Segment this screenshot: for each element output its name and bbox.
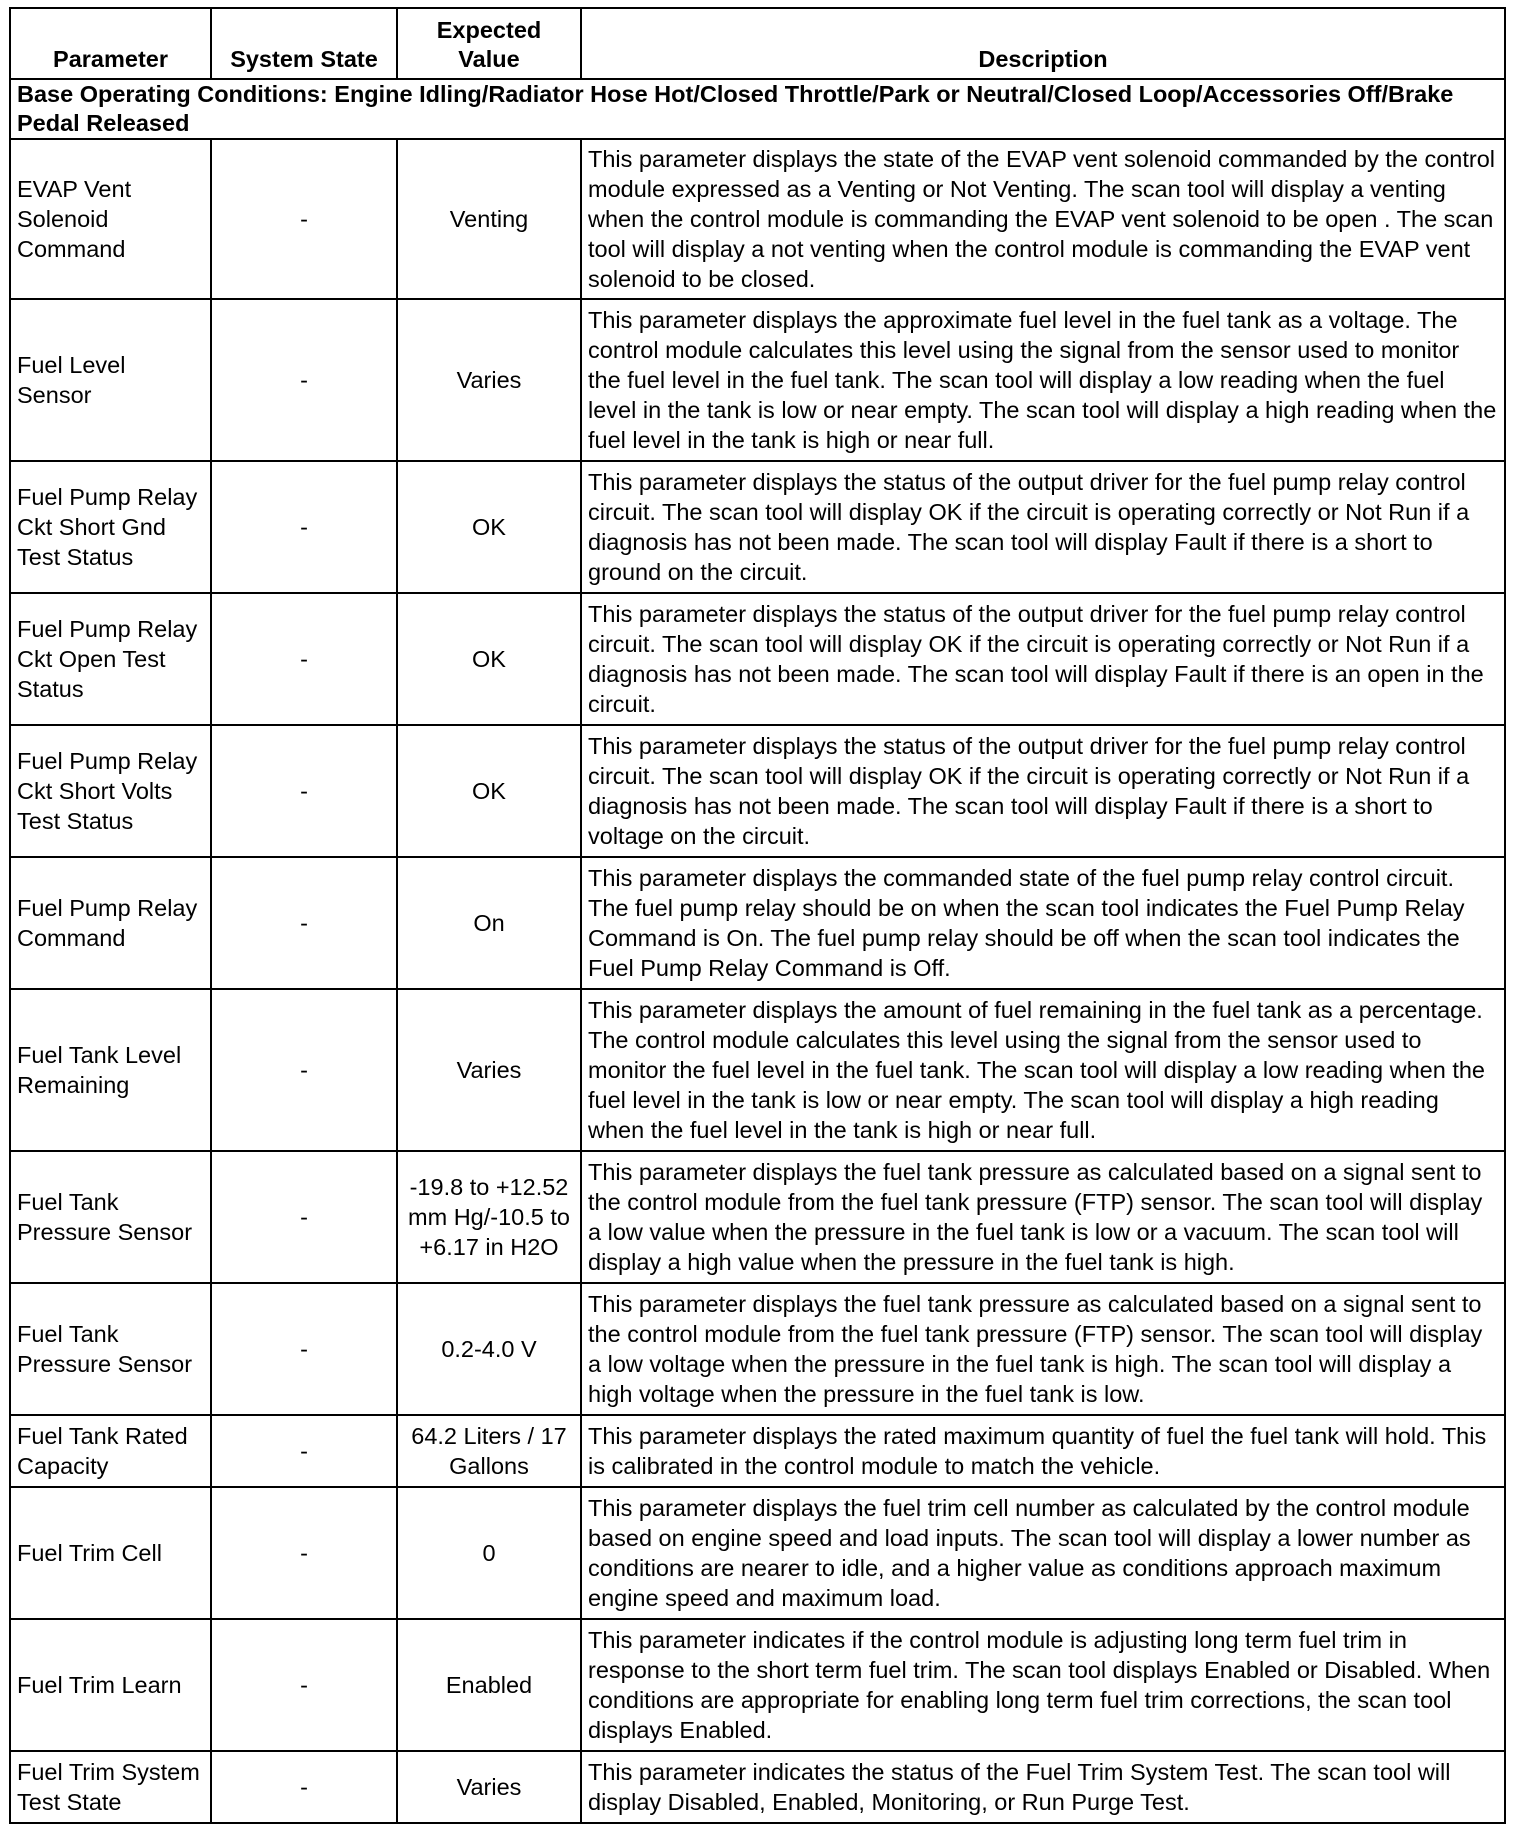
row-description: This parameter displays the fuel tank pressure as calculated based on a signal sent to the control module from the fuel tank pressure (FTP) sensor. The scan tool will display a low voltage when the pressure in the fuel tank is high. The scan tool will display a high voltage when the pressure in the fuel tank is low. <box>581 1283 1505 1415</box>
row-system-state: - <box>211 461 397 593</box>
table-row <box>10 139 1505 299</box>
table-row <box>10 725 1505 857</box>
row-parameter: Fuel Pump Relay Ckt Short Gnd Test Status <box>10 461 211 593</box>
table-row <box>10 461 1505 593</box>
row-system-state: - <box>211 725 397 857</box>
row-expected-value: 64.2 Liters / 17 Gallons <box>397 1415 581 1487</box>
row-description: This parameter displays the status of the output driver for the fuel pump relay control circuit. The scan tool will display OK if the circuit is operating correctly or Not Run if a diagnosis has not been made. The scan tool will display Fault if there is a short to ground on the circuit. <box>581 461 1505 593</box>
row-system-state: - <box>211 1619 397 1751</box>
row-system-state: - <box>211 1415 397 1487</box>
table-row <box>10 989 1505 1151</box>
row-expected-value: OK <box>397 593 581 725</box>
row-system-state: - <box>211 1151 397 1283</box>
row-description: This parameter displays the approximate fuel level in the fuel tank as a voltage. The control module calculates this level using the signal from the sensor used to monitor the fuel level in the fuel tank. The scan tool will display a low reading when the fuel level in the tank is low or near empty. The scan tool will display a high reading when the fuel level in the tank is high or near full. <box>581 299 1505 461</box>
row-system-state: - <box>211 299 397 461</box>
row-description: This parameter displays the state of the EVAP vent solenoid commanded by the control module expressed as a Venting or Not Venting. The scan tool will display a venting when the control module is commanding the EVAP vent solenoid to be open . The scan tool will display a not venting when the control module is commanding the EVAP vent solenoid to be closed. <box>581 139 1505 299</box>
row-description: This parameter indicates if the control module is adjusting long term fuel trim in response to the short term fuel trim. The scan tool displays Enabled or Disabled. When conditions are appropriate for enabling long term fuel trim corrections, the scan tool displays Enabled. <box>581 1619 1505 1751</box>
section-title: Base Operating Conditions: Engine Idling/Radiator Hose Hot/Closed Throttle/Park or Neutral/Closed Loop/Accessories Off/Brake Pedal Released <box>10 79 1505 139</box>
row-system-state: - <box>211 593 397 725</box>
row-expected-value: Venting <box>397 139 581 299</box>
row-description: This parameter displays the status of the output driver for the fuel pump relay control circuit. The scan tool will display OK if the circuit is operating correctly or Not Run if a diagnosis has not been made. The scan tool will display Fault if there is an open in the circuit. <box>581 593 1505 725</box>
row-parameter: Fuel Trim System Test State <box>10 1751 211 1823</box>
table-row <box>10 299 1505 461</box>
row-parameter: Fuel Trim Learn <box>10 1619 211 1751</box>
table-row <box>10 1751 1505 1823</box>
section-row <box>10 79 1505 139</box>
table-row <box>10 857 1505 989</box>
header-expected-value: Expected Value <box>397 8 581 79</box>
row-description: This parameter displays the rated maximum quantity of fuel the fuel tank will hold. This is calibrated in the control module to match the vehicle. <box>581 1415 1505 1487</box>
row-expected-value: Varies <box>397 1751 581 1823</box>
row-parameter: Fuel Pump Relay Command <box>10 857 211 989</box>
row-description: This parameter displays the amount of fuel remaining in the fuel tank as a percentage. The control module calculates this level using the signal from the sensor used to monitor the fuel level in the fuel tank. The scan tool will display a low reading when the fuel level in the tank is low or near empty. The scan tool will display a high reading when the fuel level in the tank is high or near full. <box>581 989 1505 1151</box>
header-description: Description <box>581 8 1505 79</box>
row-system-state: - <box>211 1487 397 1619</box>
row-parameter: Fuel Trim Cell <box>10 1487 211 1619</box>
table-row <box>10 1487 1505 1619</box>
row-expected-value: Enabled <box>397 1619 581 1751</box>
table-row <box>10 1619 1505 1751</box>
row-description: This parameter indicates the status of the Fuel Trim System Test. The scan tool will display Disabled, Enabled, Monitoring, or Run Purge Test. <box>581 1751 1505 1823</box>
row-expected-value: OK <box>397 461 581 593</box>
row-expected-value: OK <box>397 725 581 857</box>
row-parameter: EVAP Vent Solenoid Command <box>10 139 211 299</box>
row-expected-value: On <box>397 857 581 989</box>
row-expected-value: Varies <box>397 299 581 461</box>
row-parameter: Fuel Tank Pressure Sensor <box>10 1151 211 1283</box>
row-parameter: Fuel Tank Pressure Sensor <box>10 1283 211 1415</box>
row-expected-value: 0 <box>397 1487 581 1619</box>
row-system-state: - <box>211 139 397 299</box>
table-row <box>10 1151 1505 1283</box>
table-row <box>10 593 1505 725</box>
row-system-state: - <box>211 857 397 989</box>
row-expected-value: Varies <box>397 989 581 1151</box>
header-parameter: Parameter <box>10 8 211 79</box>
row-parameter: Fuel Pump Relay Ckt Short Volts Test Status <box>10 725 211 857</box>
header-row <box>10 8 1505 79</box>
row-system-state: - <box>211 1283 397 1415</box>
row-system-state: - <box>211 989 397 1151</box>
table-row <box>10 1415 1505 1487</box>
row-parameter: Fuel Pump Relay Ckt Open Test Status <box>10 593 211 725</box>
row-expected-value: 0.2-4.0 V <box>397 1283 581 1415</box>
row-description: This parameter displays the commanded state of the fuel pump relay control circuit. The fuel pump relay should be on when the scan tool indicates the Fuel Pump Relay Command is On. The fuel pump relay should be off when the scan tool indicates the Fuel Pump Relay Command is Off. <box>581 857 1505 989</box>
row-parameter: Fuel Tank Level Remaining <box>10 989 211 1151</box>
row-description: This parameter displays the fuel tank pressure as calculated based on a signal sent to the control module from the fuel tank pressure (FTP) sensor. The scan tool will display a low value when the pressure in the fuel tank is low or a vacuum. The scan tool will display a high value when the pressure in the fuel tank is high. <box>581 1151 1505 1283</box>
row-expected-value: -19.8 to +12.52 mm Hg/-10.5 to +6.17 in H2O <box>397 1151 581 1283</box>
row-description: This parameter displays the fuel trim cell number as calculated by the control module based on engine speed and load inputs. The scan tool will display a lower number as conditions are nearer to idle, and a higher value as conditions approach maximum engine speed and maximum load. <box>581 1487 1505 1619</box>
table-row <box>10 1283 1505 1415</box>
row-parameter: Fuel Tank Rated Capacity <box>10 1415 211 1487</box>
header-system-state: System State <box>211 8 397 79</box>
row-description: This parameter displays the status of the output driver for the fuel pump relay control circuit. The scan tool will display OK if the circuit is operating correctly or Not Run if a diagnosis has not been made. The scan tool will display Fault if there is a short to voltage on the circuit. <box>581 725 1505 857</box>
row-system-state: - <box>211 1751 397 1823</box>
parameter-table <box>9 7 1506 1824</box>
row-parameter: Fuel Level Sensor <box>10 299 211 461</box>
